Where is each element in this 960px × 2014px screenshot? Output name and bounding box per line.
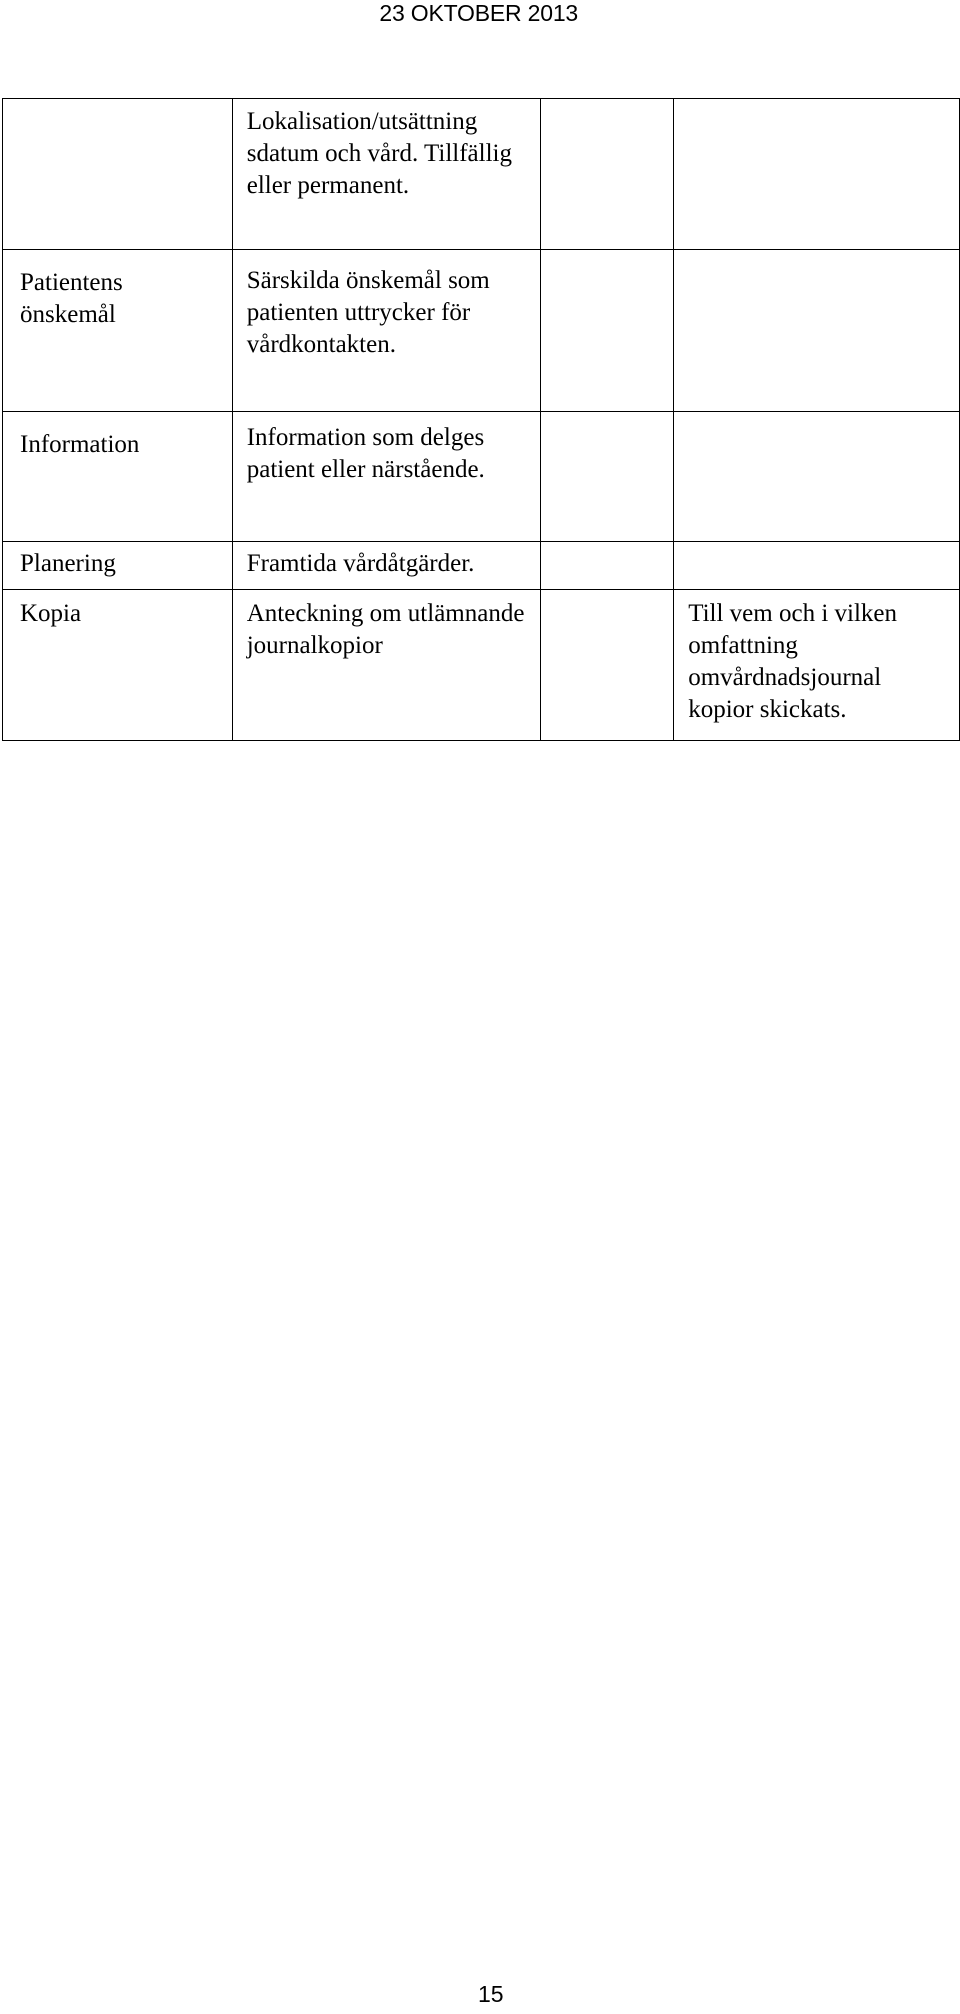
- row-label: Patientens önskemål: [20, 269, 123, 328]
- empty-cell: [540, 250, 674, 412]
- row-label-cell: [3, 99, 233, 250]
- empty-cell: [540, 542, 674, 590]
- page-number: 15: [478, 1981, 504, 2007]
- row-description-cell: [232, 590, 540, 741]
- row-extra-cell: [674, 250, 960, 412]
- documentation-table: [2, 98, 960, 741]
- table-row: [3, 99, 960, 250]
- header-date: 23 OKTOBER 2013: [379, 0, 578, 26]
- row-label-cell: [3, 412, 233, 542]
- row-label-cell: [3, 250, 233, 412]
- row-description-cell: [232, 412, 540, 542]
- table-row: [3, 250, 960, 412]
- row-description: Information som delges patient eller närstående.: [246, 424, 485, 483]
- table-row: [3, 590, 960, 741]
- empty-cell: [540, 412, 674, 542]
- row-description-cell: [232, 99, 540, 250]
- row-description: Framtida vårdåtgärder.: [246, 550, 475, 577]
- row-label: Kopia: [20, 600, 82, 627]
- row-label: Planering: [20, 550, 116, 577]
- row-extra: Till vem och i vilken omfattning omvårdnadsjournal kopior skickats.: [688, 600, 898, 723]
- table-row: [3, 412, 960, 542]
- row-description: Särskilda önskemål som patienten uttrycker för vårdkontakten.: [246, 267, 490, 358]
- empty-cell: [540, 99, 674, 250]
- row-description: Lokalisation/utsättning sdatum och vård. Tillfällig eller permanent.: [246, 108, 512, 199]
- row-label-cell: [3, 542, 233, 590]
- row-description-cell: [232, 250, 540, 412]
- row-extra-cell: [674, 542, 960, 590]
- row-label-cell: [3, 590, 233, 741]
- empty-cell: [540, 590, 674, 741]
- row-description: Anteckning om utlämnande journalkopior: [246, 600, 525, 659]
- row-description-cell: [232, 542, 540, 590]
- row-extra-cell: [674, 99, 960, 250]
- row-extra-cell: [674, 412, 960, 542]
- row-label: Information: [20, 431, 140, 458]
- table-row: [3, 542, 960, 590]
- row-extra-cell: [674, 590, 960, 741]
